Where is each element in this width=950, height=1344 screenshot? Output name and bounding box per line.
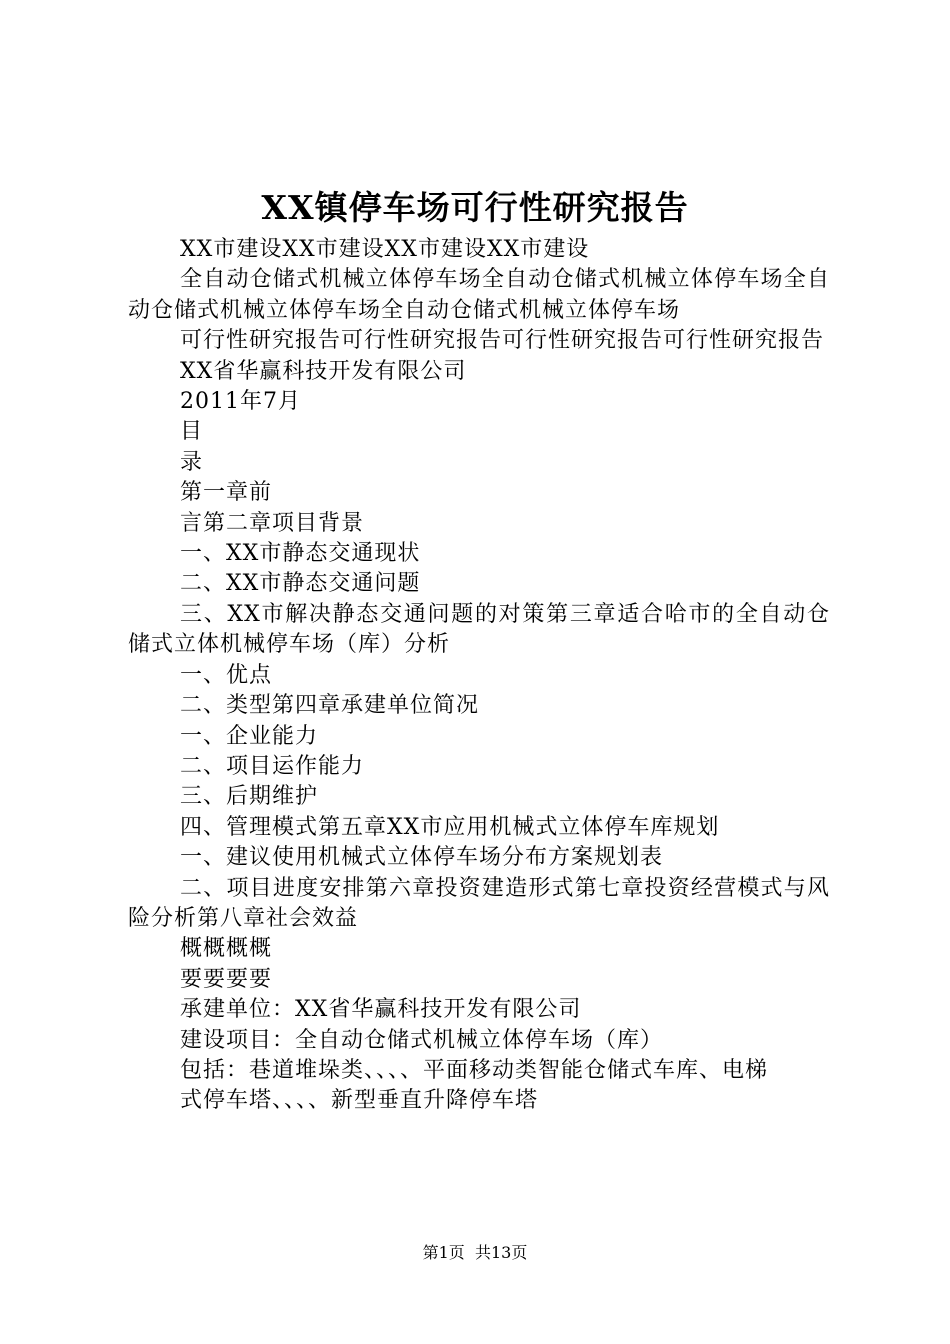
- page-total: 共13页: [474, 1243, 528, 1262]
- toc-item: 言第二章项目背景: [180, 510, 365, 536]
- toc-item: 一、优点: [180, 662, 273, 688]
- toc-item: 第一章前: [180, 480, 273, 506]
- toc-item: 三、XX市解决静态交通问题的对策第三章适合哈市的全自动仓储式立体机械停车场（库）分析: [128, 601, 830, 658]
- summary-heading-part2: 要要要要: [180, 966, 273, 992]
- toc-item: 二、类型第四章承建单位简况: [180, 693, 480, 719]
- document-body: [128, 235, 830, 1117]
- toc-item: 二、XX市静态交通问题: [180, 571, 421, 597]
- toc-item: 四、管理模式第五章XX市应用机械式立体停车库规划: [180, 814, 720, 840]
- paragraph-company: XX省华赢科技开发有限公司: [180, 358, 467, 384]
- page-footer: [0, 1242, 950, 1264]
- document-title: XX镇停车场可行性研究报告: [261, 188, 689, 227]
- toc-item: 一、建议使用机械式立体停车场分布方案规划表: [180, 845, 664, 871]
- summary-includes: 包括：巷道堆垛类、、、、平面移动类智能仓储式车库、电梯: [180, 1057, 769, 1083]
- toc-item: 二、项目运作能力: [180, 753, 365, 779]
- page-number: 第1页: [422, 1243, 465, 1262]
- paragraph-parking-type: 全自动仓储式机械立体停车场全自动仓储式机械立体停车场全自动仓储式机械立体停车场全自动仓储式机械立体停车场: [128, 267, 830, 323]
- paragraph-city-construction: XX市建设XX市建设XX市建设XX市建设: [180, 237, 590, 262]
- toc-item: 二、项目进度安排第六章投资建造形式第七章投资经营模式与风险分析第八章社会效益: [128, 875, 830, 931]
- toc-heading-part1: 目: [180, 419, 204, 445]
- summary-includes-continued: 式停车塔、、、、新型垂直升降停车塔: [180, 1088, 539, 1114]
- summary-contractor: 承建单位：XX省华赢科技开发有限公司: [180, 997, 582, 1023]
- paragraph-date: 2011年7月: [180, 389, 301, 415]
- summary-heading-part1: 概概概概: [180, 936, 273, 962]
- summary-project: 建设项目：全自动仓储式机械立体停车场（库）: [180, 1027, 664, 1053]
- paragraph-report-name: 可行性研究报告可行性研究报告可行性研究报告可行性研究报告: [180, 328, 825, 354]
- toc-item: 一、企业能力: [180, 723, 319, 749]
- toc-heading-part2: 录: [180, 449, 204, 475]
- toc-item: 三、后期维护: [180, 784, 319, 810]
- toc-item: 一、XX市静态交通现状: [180, 541, 421, 567]
